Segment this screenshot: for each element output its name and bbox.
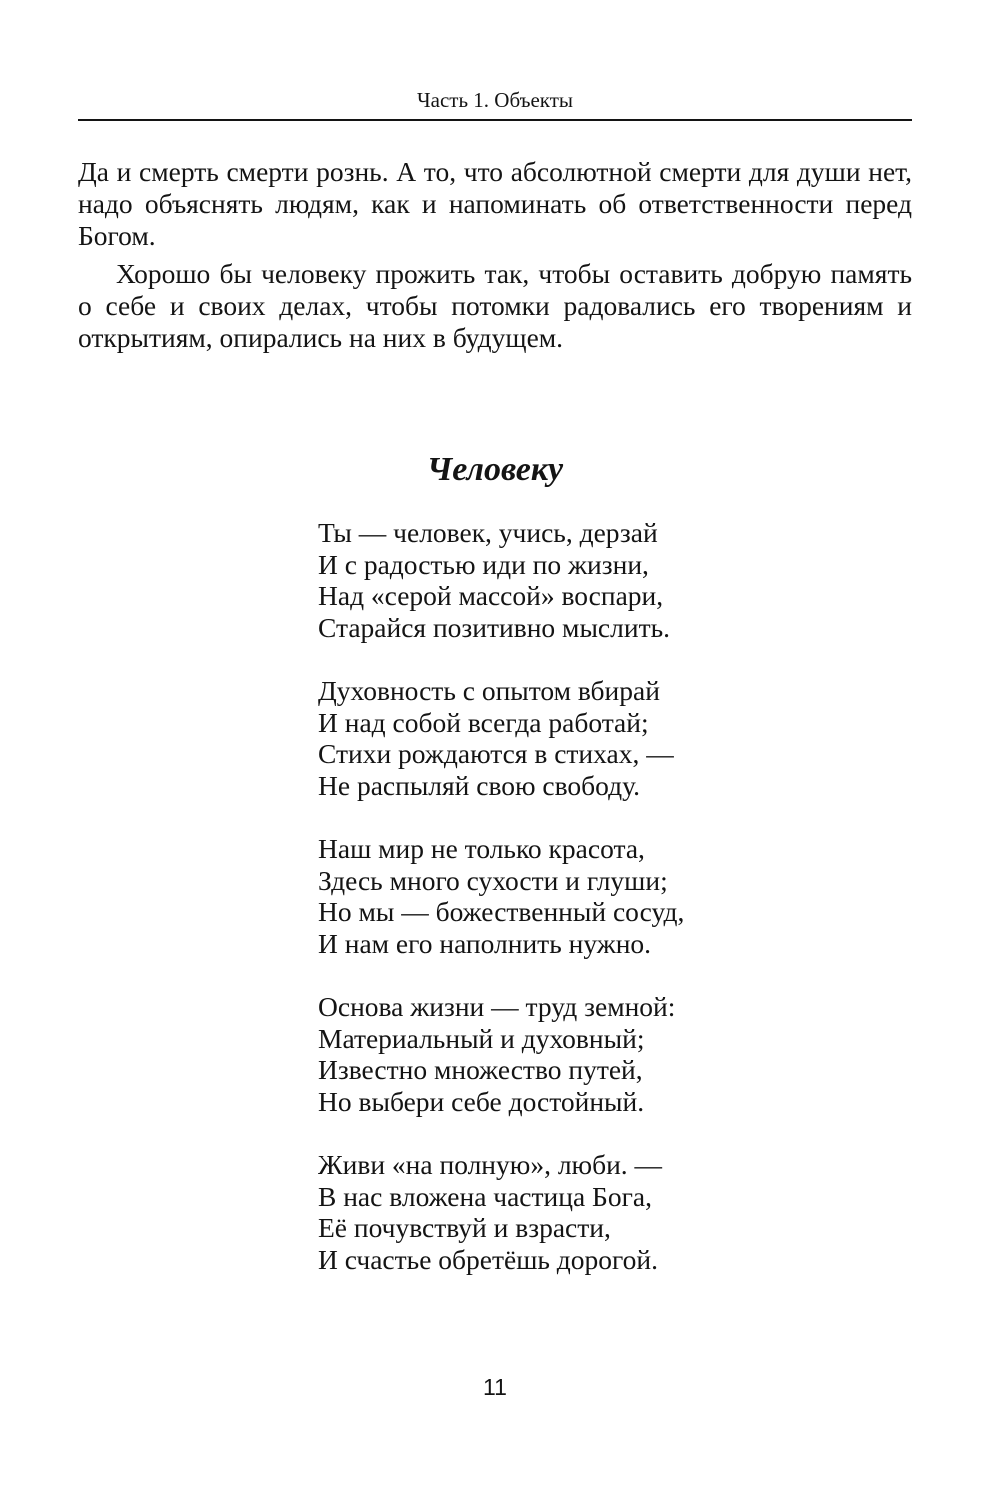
poem-line: Стихи рождаются в стихах, —: [318, 738, 674, 769]
poem-stanza: [318, 991, 918, 1117]
poem-title: Человеку: [426, 451, 564, 488]
poem-line: Не распыляй свою свободу.: [318, 769, 640, 801]
poem-stanza: [318, 1149, 918, 1275]
poem-line: И счастье обретёшь дорогой.: [318, 1243, 658, 1275]
poem-line: И над собой всегда работай;: [318, 706, 649, 738]
poem-line: Основа жизни — труд земной:: [318, 991, 676, 1022]
prose-block: [78, 156, 912, 354]
poem-line: Её почувствуй и взрасти,: [318, 1212, 611, 1243]
poem-line: Известно множество путей,: [318, 1054, 643, 1085]
poem-line: И нам его наполнить нужно.: [318, 927, 652, 959]
header-rule: [78, 119, 912, 121]
poem-line: Живи «на полную», люби. —: [318, 1149, 663, 1180]
poem-line: Но мы — божественный сосуд,: [318, 896, 685, 927]
poem-line: В нас вложена частица Бога,: [318, 1180, 652, 1212]
prose-paragraph: Хорошо бы человеку прожить так, чтобы оставить добрую память о себе и своих делах, чтобы потомки радовались его творениям и открытиям, опирались на них в будущем.: [78, 258, 912, 353]
poem: [318, 517, 918, 1307]
poem-line: Над «серой массой» воспари,: [318, 580, 664, 611]
page-number: 11: [483, 1374, 507, 1400]
running-header: Часть 1. Объекты: [416, 88, 573, 112]
poem-stanza: [318, 517, 918, 643]
poem-line: Ты — человек, учись, дерзай: [318, 517, 658, 548]
poem-line: И с радостью иди по жизни,: [318, 548, 649, 580]
poem-stanza: [318, 833, 918, 959]
poem-line: Но выбери себе достойный.: [318, 1085, 645, 1117]
poem-stanza: [318, 675, 918, 801]
poem-line: Здесь много сухости и глуши;: [318, 864, 668, 896]
poem-line: Наш мир не только красота,: [318, 833, 645, 864]
poem-line: Духовность с опытом вбирай: [318, 675, 660, 706]
poem-line: Материальный и духовный;: [318, 1022, 645, 1054]
prose-paragraph: Да и смерть смерти рознь. А то, что абсолютной смерти для души нет, надо объяснять людям, как и напоминать об ответственности перед Богом.: [78, 156, 912, 251]
poem-line: Старайся позитивно мыслить.: [318, 611, 671, 643]
